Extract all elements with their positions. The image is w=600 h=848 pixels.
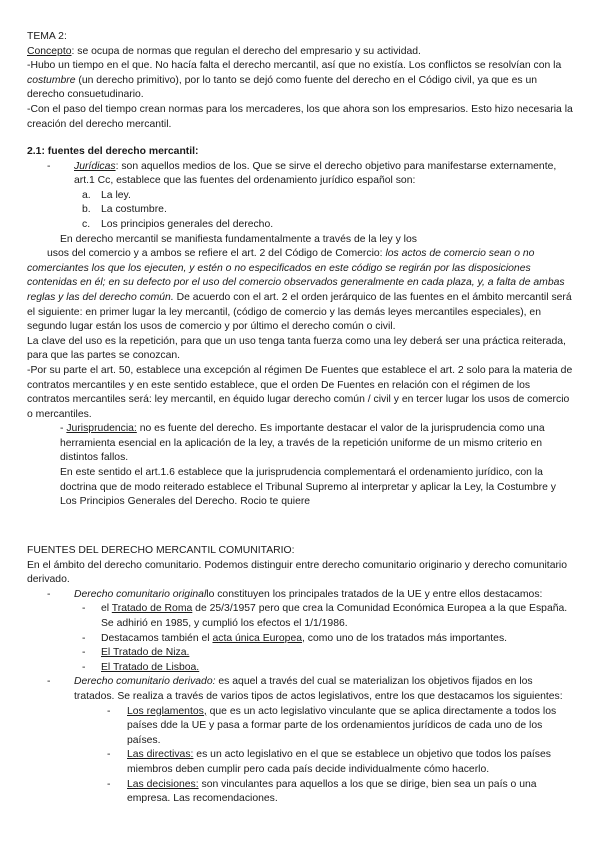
list-marker: c.: [82, 218, 91, 230]
list-marker: b.: [82, 204, 91, 216]
fuentes-section: [27, 145, 575, 510]
history-text-b: (un derecho primitivo), por lo tanto se dejó como fuente del derecho en el Código civil, ya que es un derecho consuetudinario.: [27, 74, 538, 101]
bullet-dash: -: [47, 588, 51, 600]
bullet-dash: -: [47, 676, 51, 688]
manifiesta-line: En derecho mercantil se manifiesta fundamentalmente a través de la ley y los: [60, 233, 417, 245]
clave-paragraph: La clave del uso es la repetición, para que un uso tenga tanta fuerza como una ley deberá ser una práctica reiterada, para que las partes se conozcan.: [27, 335, 566, 362]
derivado-text: es aquel a través del cual se materializan los objetivos fijados en los tratados. Se realiza a través de varios tipos de actos legislativos, entre los que destacamos los siguientes:: [74, 676, 563, 702]
jurisprudencia-paragraph: [27, 422, 575, 466]
jurisprudencia-text: no es fuente del derecho. Es importante destacar el valor de la jurisprudencia como una herramienta esencial en la aplicación de la ley, a través de la repetición uniforme de un mismo criterio en distintos fallos.: [60, 423, 545, 464]
comunitario-heading: FUENTES DEL DERECHO MERCANTIL COMUNITARIO:: [27, 545, 295, 556]
bullet-dash: -: [82, 647, 86, 659]
bullet-dash: -: [107, 705, 111, 717]
art16-paragraph: En este sentido el art.1.6 establece que la jurisprudencia complementará el ordenamiento jurídico, con la doctrina que de modo reiterado establece el Tribunal Supremo al interpretar y aplicar la Ley, la Costumbre y Los Principios Generales del Derecho. Rocio te quiere: [60, 467, 556, 508]
art2-quote: los actos de comercio sean o no comerciantes los que los ejecuten, y estén o no especificados en este código se regirán por las disposiciones contenidas en él; en su defecto por el uso del comercio observados generalmente en cada plaza, y, a falta de ambas reglas y las del derecho común.: [27, 248, 565, 303]
reglamentos-text: que es un acto legislativo vinculante que se aplica directamente a todos los países dde la UE y pasa a formar parte de los ordenamientos jurídicos de cada uno de los países.: [127, 705, 557, 746]
intro-section: [27, 30, 575, 132]
art50-paragraph: -Por su parte el art. 50, establece una excepción al régimen De Fuentes que establece el art. 2 solo para la materia de contratos mercantiles y en este sentido establece, que el orden De Fuentes en relación con el régimen de los contratos mercantiles será: ley mercantil, en équido lugar derecho común / civil y en tercer lugar los usos de comercio o mercantiles.: [27, 364, 573, 420]
decisiones-label: Las decisiones:: [127, 778, 199, 790]
list-item: [27, 778, 575, 807]
bullet-dash: -: [107, 749, 111, 761]
jurisprudencia-label: Jurisprudencia:: [66, 423, 137, 435]
mercaderes-paragraph: -Con el paso del tiempo crean normas para los mercaderes, los que ahora son los empresarios. Esto hizo necesaria la creación del derecho mercantil.: [27, 103, 573, 130]
juridicas-text: : son aquellos medios de los. Que se sirve el derecho objetivo para manifestarse externamente, art.1 Cc, establece que las fuentes del ordenamiento jurídico español son:: [74, 160, 557, 187]
list-item: [27, 218, 575, 233]
juridicas-label: Jurídicas: [74, 160, 116, 172]
usos-text-a: usos del comercio y a ambos se refiere el art. 2 del Código de Comercio:: [47, 248, 386, 260]
originario-text: lo constituyen los principales tratados de la UE y entre ellos destacamos:: [206, 588, 543, 600]
tratado-roma: Tratado de Roma: [111, 603, 193, 615]
comunitario-intro: En el ámbito del derecho comunitario. Podemos distinguir entre derecho comunitario originario y derecho comunitario derivado.: [27, 559, 568, 586]
decisiones-text: son vinculantes para aquellos a los que se dirige, bien sea un país o una empresa. Las recomendaciones.: [127, 778, 537, 805]
bullet-dash: -: [107, 778, 111, 790]
list-item: [27, 661, 575, 676]
bullet-dash: -: [82, 661, 86, 673]
concepto-paragraph: [27, 45, 575, 60]
history-paragraph: [27, 59, 575, 103]
list-marker: a.: [82, 189, 91, 201]
list-item: [27, 748, 575, 777]
tratado-niza: El Tratado de Niza.: [101, 647, 190, 659]
list-item-text: La costumbre.: [101, 204, 167, 216]
directivas-label: Las directivas:: [127, 749, 194, 761]
list-item-text: Los principios generales del derecho.: [101, 218, 274, 230]
jurisprudencia-prefix: -: [60, 423, 67, 435]
page-title: TEMA 2:: [27, 31, 67, 42]
reglamentos-label: Los reglamentos,: [127, 705, 207, 717]
bullet-dash: -: [47, 160, 51, 172]
usos-paragraph: [27, 247, 575, 335]
bullet-dash: -: [82, 632, 86, 644]
concepto-text: : se ocupa de normas que regulan el derecho del empresario y su actividad.: [71, 45, 421, 57]
concepto-label: Concepto: [27, 45, 72, 57]
item-text-after: , como uno de los tratados más importantes.: [302, 632, 508, 644]
costumbre-term: costumbre: [27, 74, 76, 86]
juridicas-item: [27, 160, 575, 189]
list-item: [27, 602, 575, 631]
history-text-a: -Hubo un tiempo en el que. No hacía falta el derecho mercantil, así que no existía. Los conflictos se resolvían con la: [27, 60, 562, 72]
derivado-item: [27, 675, 575, 704]
list-item: [27, 632, 575, 647]
usos-text-b: De acuerdo con el art. 2 el orden jerárquico de las fuentes en el ámbito mercantil será el siguiente: en primer lugar la ley mercantil, (código de comercio y las demás leyes mercantiles especiales), en segundo lugar están los usos de comercio y por último el derecho común o civil.: [27, 291, 572, 333]
originario-item: [27, 588, 575, 603]
fuentes-heading: 2.1: fuentes del derecho mercantil:: [27, 146, 199, 157]
item-text-before: Destacamos también el: [101, 632, 213, 644]
list-item: [27, 203, 575, 218]
list-item-text: La ley.: [101, 189, 131, 201]
bullet-dash: -: [82, 603, 86, 615]
item-text-before: el: [101, 603, 112, 615]
acta-unica-europea: acta única Europea: [212, 632, 303, 644]
originario-label: Derecho comunitario original: [74, 588, 207, 600]
list-item: [27, 189, 575, 204]
list-item: [27, 705, 575, 749]
list-item: [27, 646, 575, 661]
directivas-text: es un acto legislativo en el que se establece un objetivo que todos los países miembros deben cumplir pero cada país decide individualmente cómo hacerlo.: [127, 749, 551, 775]
derivado-label: Derecho comunitario derivado:: [74, 676, 216, 688]
item-text-after: de 25/3/1957 pero que crea la Comunidad Económica Europea a la que España. Se adhirió en 1985, y cumplió los efectos el 1/1/1986.: [101, 603, 568, 629]
comunitario-section: [27, 544, 575, 807]
tratado-lisboa: El Tratado de Lisboa.: [101, 661, 200, 673]
